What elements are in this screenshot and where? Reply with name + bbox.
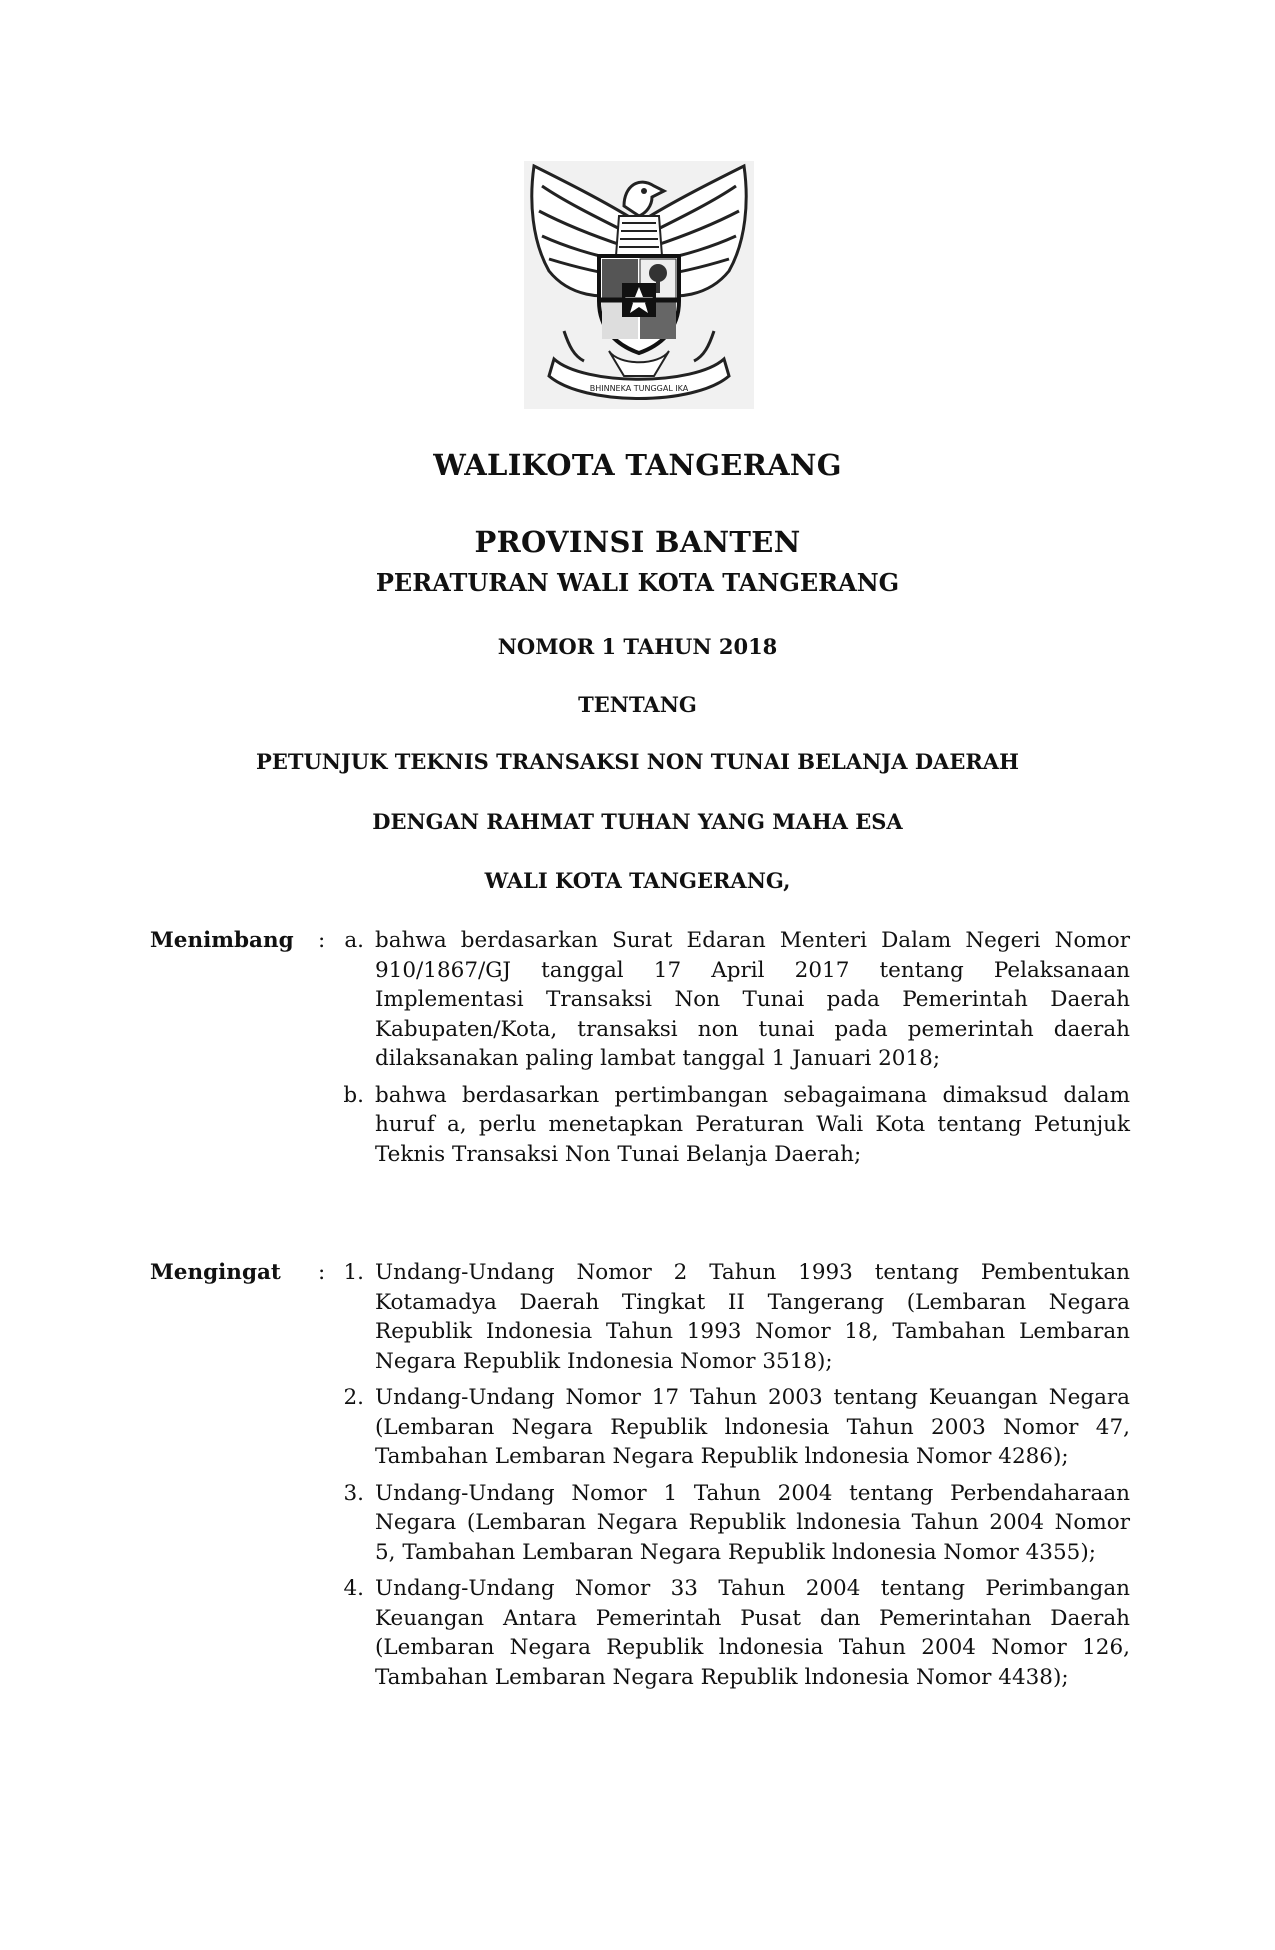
item-marker: 3. — [343, 1480, 364, 1506]
item-text: Undang-Undang Nomor 2 Tahun 1993 tentang Pembentukan Kotamadya Daerah Tingkat II Tangerang (Lembaran Negara Republik Indonesia Tahun 1993 Nomor 18, Tambahan Lembaran Negara Republik Indonesia Nomor 3518); — [375, 1260, 1130, 1374]
item-text: Undang-Undang Nomor 33 Tahun 2004 tentang Perimbangan Keuangan Antara Pemerintah Pusat dan Pemerintahan Daerah (Lembaran Negara Republik lndonesia Tahun 2004 Nomor 126, Tambahan Lembaran Negara Republik lndonesia Nomor 4438); — [375, 1576, 1130, 1690]
item-text: bahwa berdasarkan pertimbangan sebagaimana dimaksud dalam huruf a, perlu menetapkan Peraturan Wali Kota tentang Petunjuk Teknis Transaksi Non Tunai Belanja Daerah; — [375, 1082, 1130, 1167]
mengingat-colon: : — [318, 1260, 326, 1285]
mengingat-label: Mengingat — [150, 1260, 281, 1285]
header-rahmat: DENGAN RAHMAT TUHAN YANG MAHA ESA — [372, 809, 903, 834]
header-peraturan: PERATURAN WALI KOTA TANGERANG — [375, 568, 900, 597]
list-item — [150, 1383, 1130, 1472]
garuda-emblem-icon — [524, 161, 754, 409]
header-nomor: NOMOR 1 TAHUN 2018 — [497, 634, 778, 659]
list-item — [150, 926, 1130, 1074]
item-text: bahwa berdasarkan Surat Edaran Menteri Dalam Negeri Nomor 910/1867/GJ tanggal 17 April 2017 tentang Pelaksanaan Implementasi Transaksi Non Tunai pada Pemerintah Daerah Kabupaten/Kota, transaksi non tunai pada pemerintah daerah dilaksanakan paling lambat tanggal 1 Januari 2018; — [375, 928, 1130, 1071]
item-marker: 4. — [343, 1576, 364, 1601]
header-walikota: WALIKOTA TANGERANG — [433, 448, 842, 482]
list-item — [150, 1479, 1130, 1568]
mengingat-section — [150, 1258, 1130, 1699]
menimbang-section — [150, 926, 1130, 1176]
item-marker: 2. — [343, 1385, 364, 1410]
item-marker: a. — [344, 928, 364, 953]
header-tentang: TENTANG — [578, 692, 697, 717]
menimbang-colon: : — [318, 928, 326, 953]
item-marker: b. — [343, 1082, 364, 1108]
list-item — [150, 1081, 1130, 1170]
item-text: Undang-Undang Nomor 17 Tahun 2003 tentang Keuangan Negara (Lembaran Negara Republik lndonesia Tahun 2003 Nomor 47, Tambahan Lembaran Negara Republik lndonesia Nomor 4286); — [375, 1385, 1130, 1469]
header-wali: WALI KOTA TANGERANG, — [484, 868, 791, 893]
item-text: Undang-Undang Nomor 1 Tahun 2004 tentang Perbendaharaan Negara (Lembaran Negara Republik lndonesia Tahun 2004 Nomor 5, Tambahan Lembaran Negara Republik lndonesia Nomor 4355); — [375, 1480, 1130, 1565]
emblem-motto: BHINNEKA TUNGGAL IKA — [589, 384, 689, 393]
header-subject: PETUNJUK TEKNIS TRANSAKSI NON TUNAI BELANJA DAERAH — [256, 749, 1019, 774]
menimbang-label: Menimbang — [150, 928, 294, 953]
list-item — [150, 1574, 1130, 1692]
list-item — [150, 1258, 1130, 1376]
item-marker: 1. — [343, 1260, 364, 1285]
header-provinsi: PROVINSI BANTEN — [474, 525, 801, 559]
